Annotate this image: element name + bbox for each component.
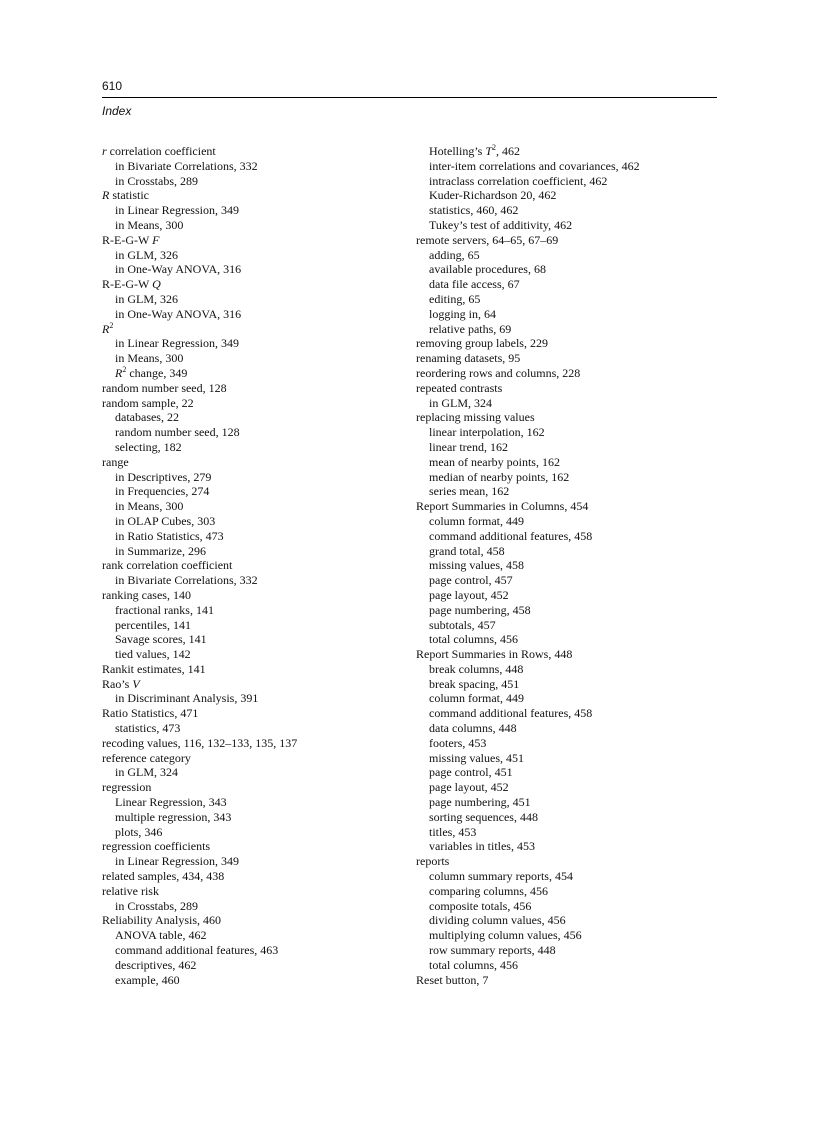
entry-text: R-E-G-W [102,277,153,292]
entry-text: page control, 457 [429,573,513,588]
index-entry [102,322,402,337]
index-subentry [102,928,402,943]
italic-symbol: V [132,676,140,691]
entry-text: in One-Way ANOVA, 316 [115,262,242,277]
entry-text: reports [416,854,450,869]
index-subentry [416,913,716,928]
index-subentry [102,174,402,189]
entry-text: in GLM, 326 [115,247,178,262]
entry-text: in Linear Regression, 349 [115,854,239,869]
index-column-right [416,144,716,987]
entry-text: relative paths, 69 [429,321,512,336]
entry-text: command additional features, 463 [115,943,279,958]
entry-text: multiple regression, 343 [115,809,232,824]
index-entry [416,336,716,351]
entry-text: removing group labels, 229 [416,336,548,351]
index-entry [416,647,716,662]
index-subentry [102,336,402,351]
entry-text: break columns, 448 [429,661,524,676]
index-subentry [102,618,402,633]
entry-text: page numbering, 451 [429,795,531,810]
italic-symbol: r [102,144,107,158]
entry-text: data columns, 448 [429,721,517,736]
index-subentry [416,484,716,499]
entry-text: in Bivariate Correlations, 332 [115,158,258,173]
entry-text: range [102,454,129,469]
index-subentry [102,721,402,736]
superscript: 2 [109,320,114,330]
index-subentry [102,973,402,988]
index-subentry [416,248,716,263]
index-entry [102,751,402,766]
index-entry [102,233,402,248]
index-subentry [416,514,716,529]
entry-text: Savage scores, 141 [115,632,207,647]
entry-text: fractional ranks, 141 [115,602,214,617]
italic-symbol: R [102,321,110,336]
index-subentry [416,884,716,899]
index-subentry [102,203,402,218]
entry-text: regression coefficients [102,839,211,854]
page-number: 610 [102,79,123,93]
index-entry [102,662,402,677]
index-entry [102,736,402,751]
entry-text: titles, 453 [429,824,477,839]
running-head: Index [102,104,132,118]
index-column-left [102,144,402,987]
entry-text: linear interpolation, 162 [429,425,545,440]
index-subentry [416,765,716,780]
index-subentry [416,618,716,633]
index-entry [102,884,402,899]
index-subentry [416,721,716,736]
index-entry [416,410,716,425]
index-subentry [416,677,716,692]
index-subentry [102,514,402,529]
entry-text: Kuder-Richardson 20, 462 [429,188,557,203]
index-subentry [416,825,716,840]
entry-text: page layout, 452 [429,587,509,602]
index-entry [102,558,402,573]
index-entry [102,277,402,292]
italic-symbol: R [102,188,110,203]
entry-text: Linear Regression, 343 [115,795,227,810]
entry-text: in Means, 300 [115,217,184,232]
index-subentry [416,839,716,854]
entry-text: statistics, 460, 462 [429,203,519,218]
index-entry [102,913,402,928]
entry-text: ANOVA table, 462 [115,928,207,943]
italic-symbol: T [485,144,493,158]
entry-text: grand total, 458 [429,543,505,558]
entry-text: relative risk [102,883,159,898]
index-subentry [102,632,402,647]
index-subentry [416,795,716,810]
entry-text: Ratio Statistics, 471 [102,706,199,721]
entry-text: median of nearby points, 162 [429,469,570,484]
entry-text: regression [102,780,152,795]
entry-text: inter-item correlations and covariances, 462 [429,158,640,173]
entry-text: page layout, 452 [429,780,509,795]
index-subentry [102,410,402,425]
index-subentry [102,484,402,499]
index-subentry [416,780,716,795]
entry-text: Report Summaries in Rows, 448 [416,647,573,662]
index-entry [102,396,402,411]
index-subentry [416,691,716,706]
entry-text: editing, 65 [429,291,481,306]
entry-text: footers, 453 [429,735,487,750]
entry-text: in Crosstabs, 289 [115,173,199,188]
index-entry [416,973,716,988]
entry-text: in Crosstabs, 289 [115,898,199,913]
index-subentry [102,307,402,322]
index-subentry [102,218,402,233]
entry-text: series mean, 162 [429,484,510,499]
index-subentry [102,529,402,544]
index-subentry [102,854,402,869]
index-subentry [102,958,402,973]
entry-text: related samples, 434, 438 [102,869,225,884]
entry-text: replacing missing values [416,410,535,425]
index-subentry [416,632,716,647]
index-subentry [102,795,402,810]
entry-text: command additional features, 458 [429,528,593,543]
entry-text: Hotelling’s [429,144,486,158]
index-entry [102,144,402,159]
entry-text: Tukey’s test of additivity, 462 [429,217,573,232]
header-rule [102,97,717,98]
index-subentry [416,706,716,721]
entry-text: missing values, 458 [429,558,524,573]
index-entry [102,869,402,884]
entry-text: in Summarize, 296 [115,543,206,558]
entry-text: command additional features, 458 [429,706,593,721]
entry-text: statistics, 473 [115,721,181,736]
entry-text: in Means, 300 [115,351,184,366]
index-subentry [416,144,716,159]
index-subentry [102,440,402,455]
entry-text: column summary reports, 454 [429,869,573,884]
entry-text: in Bivariate Correlations, 332 [115,573,258,588]
entry-text: random sample, 22 [102,395,194,410]
entry-text: in Ratio Statistics, 473 [115,528,224,543]
index-entry [102,588,402,603]
index-subentry [416,958,716,973]
entry-text: total columns, 456 [429,632,518,647]
entry-text: renaming datasets, 95 [416,351,521,366]
entry-text: selecting, 182 [115,439,182,454]
index-subentry [102,810,402,825]
index-subentry [102,248,402,263]
index-subentry [416,440,716,455]
index-subentry [416,869,716,884]
index-subentry [102,573,402,588]
entry-text: logging in, 64 [429,306,497,321]
italic-symbol: Q [152,277,161,292]
index-subentry [416,573,716,588]
entry-text: rank correlation coefficient [102,558,233,573]
index-entry [416,854,716,869]
index-subentry [416,899,716,914]
index-entry [416,233,716,248]
index-subentry [416,425,716,440]
entry-text: Rankit estimates, 141 [102,661,206,676]
entry-text: statistic [109,188,150,203]
index-subentry [102,499,402,514]
entry-text: linear trend, 162 [429,439,508,454]
entry-text: variables in titles, 453 [429,839,535,854]
superscript: 2 [122,364,127,374]
index-subentry [102,470,402,485]
entry-text: column format, 449 [429,513,524,528]
superscript: 2 [492,143,497,152]
index-subentry [416,928,716,943]
index-subentry [416,603,716,618]
index-subentry [416,277,716,292]
index-subentry [416,529,716,544]
entry-text: multiplying column values, 456 [429,928,582,943]
entry-text: Reliability Analysis, 460 [102,913,221,928]
entry-text: in Linear Regression, 349 [115,203,239,218]
index-subentry [416,159,716,174]
entry-text: subtotals, 457 [429,617,496,632]
entry-text: repeated contrasts [416,380,503,395]
index-entry [102,839,402,854]
entry-text: row summary reports, 448 [429,943,556,958]
index-subentry [416,322,716,337]
index-subentry [102,825,402,840]
index-subentry [102,262,402,277]
index-subentry [416,174,716,189]
index-subentry [416,188,716,203]
entry-text: reference category [102,750,191,765]
index-entry [416,499,716,514]
entry-text: total columns, 456 [429,957,518,972]
entry-text: percentiles, 141 [115,617,191,632]
entry-text: R-E-G-W [102,232,153,247]
index-entry [102,188,402,203]
entry-text: missing values, 451 [429,750,524,765]
entry-text: composite totals, 456 [429,898,532,913]
entry-text: correlation coefficient [106,144,216,158]
entry-text: recoding values, 116, 132–133, 135, 137 [102,735,298,750]
index-subentry [102,765,402,780]
entry-text: break spacing, 451 [429,676,520,691]
index-subentry [102,943,402,958]
index-subentry [102,647,402,662]
entry-text: random number seed, 128 [115,425,240,440]
entry-text: tied values, 142 [115,647,191,662]
index-entry [102,455,402,470]
italic-symbol: R [115,365,123,380]
index-subentry [416,455,716,470]
index-subentry [416,810,716,825]
entry-text: in OLAP Cubes, 303 [115,513,216,528]
index-subentry [416,307,716,322]
entry-text: comparing columns, 456 [429,883,548,898]
index-subentry [416,588,716,603]
index-subentry [416,736,716,751]
index-entry [102,780,402,795]
entry-text: data file access, 67 [429,277,520,292]
entry-text: descriptives, 462 [115,957,197,972]
index-subentry [416,218,716,233]
entry-text: sorting sequences, 448 [429,809,538,824]
entry-text: intraclass correlation coefficient, 462 [429,173,608,188]
entry-text: plots, 346 [115,824,163,839]
entry-text: mean of nearby points, 162 [429,454,560,469]
entry-text: Reset button, 7 [416,972,489,987]
entry-text: in Descriptives, 279 [115,469,212,484]
index-subentry [102,899,402,914]
index-entry [102,381,402,396]
entry-text: remote servers, 64–65, 67–69 [416,232,559,247]
index-subentry [102,544,402,559]
entry-text: adding, 65 [429,247,480,262]
entry-text: ranking cases, 140 [102,587,191,602]
index-subentry [416,203,716,218]
entry-text: in GLM, 324 [429,395,492,410]
index-subentry [416,751,716,766]
index-subentry [416,558,716,573]
index-subentry [102,292,402,307]
italic-symbol: F [152,232,160,247]
index-subentry [102,691,402,706]
entry-text: random number seed, 128 [102,380,227,395]
entry-text: in Linear Regression, 349 [115,336,239,351]
index-subentry [416,943,716,958]
index-entry [416,366,716,381]
entry-text: in Discriminant Analysis, 391 [115,691,259,706]
entry-text: in Means, 300 [115,499,184,514]
entry-text: in GLM, 326 [115,291,178,306]
index-subentry [102,603,402,618]
index-subentry [416,396,716,411]
index-subentry [102,425,402,440]
index-subentry [416,470,716,485]
entry-text: page numbering, 458 [429,602,531,617]
entry-text: reordering rows and columns, 228 [416,365,581,380]
entry-text: in Frequencies, 274 [115,484,210,499]
entry-text: in One-Way ANOVA, 316 [115,306,242,321]
entry-text: Report Summaries in Columns, 454 [416,499,589,514]
index-subentry [416,544,716,559]
index-subentry [416,262,716,277]
entry-text: databases, 22 [115,410,179,425]
index-subentry [102,351,402,366]
index-entry [102,677,402,692]
entry-text: dividing column values, 456 [429,913,566,928]
index-subentry [102,159,402,174]
entry-text: page control, 451 [429,765,513,780]
entry-text: column format, 449 [429,691,524,706]
index-entry [416,381,716,396]
entry-locator: , 462 [496,144,521,158]
index-subentry [416,292,716,307]
entry-text: change, 349 [126,365,188,380]
index-subentry [416,662,716,677]
entry-text: example, 460 [115,972,180,987]
entry-text: Rao’s [102,676,133,691]
entry-text: in GLM, 324 [115,765,178,780]
entry-text: available procedures, 68 [429,262,546,277]
index-entry [416,351,716,366]
index-subentry [102,366,402,381]
index-entry [102,706,402,721]
